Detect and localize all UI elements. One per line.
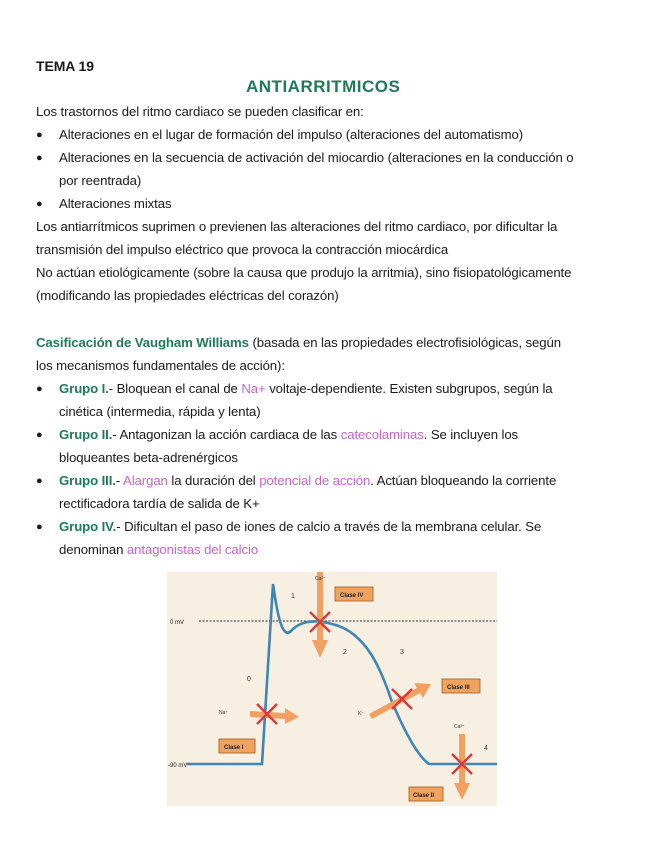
group-name: Grupo IV. [59,519,117,534]
group-text: - Dificultan el paso de iones de calcio a través de la membrana celular. Se [116,519,542,534]
action-potential-figure [167,572,497,806]
bullet-dot: ● [36,475,43,487]
group-text: voltaje-dependiente. Existen subgrupos, según la [265,381,553,396]
group-text: - Antagonizan la acción cardiaca de las [112,427,341,442]
page-title: ANTIARRITMICOS [246,77,401,96]
group-text: . Actúan bloqueando la corriente [370,473,557,488]
intro-bullet: Alteraciones en la secuencia de activación del miocardio (alteraciones en la conducción o [59,150,574,165]
group-highlight: antagonistas del calcio [126,542,259,557]
phase-1-label: 1 [291,593,295,600]
bullet-dot: ● [36,521,43,533]
intro-lead: Los trastornos del ritmo cardiaco se pueden clasificar en: [36,104,364,119]
group-line [59,472,556,490]
minus90-label: -90 mV [168,763,188,769]
action-potential-diagram [167,572,497,806]
phase-0-label: 0 [247,676,251,683]
group-line-cont: cinética (intermedia, rápida y lenta) [59,404,261,419]
phase-2-label: 2 [343,649,347,656]
bullet-dot: ● [36,129,43,141]
action-potential-curve [187,584,497,764]
group-highlight: Alargan [123,473,168,488]
paragraph-line: transmisión del impulso eléctrico que provoca la contracción miocárdica [36,242,449,257]
group-text: denominan [59,542,127,557]
phase-3-label: 3 [400,649,404,656]
group-name: Grupo I. [59,381,109,396]
classification-heading-rest: (basada en las propiedades electrofisiológicas, según [248,335,561,350]
ca-bottom-label: Ca²⁺ [454,724,465,730]
tema-label: TEMA 19 [36,58,94,74]
bullet-dot: ● [36,152,43,164]
group-line [59,380,553,398]
group-name: Grupo III. [59,473,116,488]
group-name: Grupo II. [59,427,113,442]
intro-bullet: Alteraciones en el lugar de formación del impulso (alteraciones del automatismo) [59,127,524,142]
na-label: Na⁺ [219,710,229,716]
paragraph-line: No actúan etiológicamente (sobre la causa que produjo la arritmia), sino fisiopatológicamente [36,265,572,280]
classification-heading-line [36,334,561,352]
group-line [59,518,541,536]
phase-4-label: 4 [484,745,488,752]
k-label: K⁺ [358,711,364,717]
zero-mv-label: 0 mV [170,620,185,626]
group-line-cont: bloqueantes beta-adrenérgicos [59,450,238,465]
classification-heading: Casificación de Vaugham Williams [36,335,249,350]
group-highlight: Na+ [241,381,266,396]
group-text: - [115,473,124,488]
clase-ii-arrow [454,734,470,800]
intro-bullet-cont: por reentrada) [59,173,142,188]
bullet-dot: ● [36,383,43,395]
clase-ii-label: Clase II [413,793,435,799]
ca-top-label: Ca²⁺ [315,576,326,582]
group-highlight: potencial de acción [259,473,371,488]
group-line-cont [59,541,258,559]
clase-iv-label: Clase IV [340,593,364,599]
group-line [59,426,518,444]
paragraph-line: Los antiarrítmicos suprimen o previenen las alteraciones del ritmo cardiaco, por dificultar la [36,219,558,234]
group-highlight: catecolaminas [340,427,424,442]
paragraph-line: (modificando las propiedades eléctricas del corazón) [36,288,339,303]
clase-iii-cross [392,689,412,709]
paragraph-line: los mecanismos fundamentales de acción): [36,358,285,373]
group-line-cont: rectificadora tardía de salida de K+ [59,496,260,511]
group-text: la duración del [167,473,260,488]
group-text: - Bloquean el canal de [108,381,242,396]
intro-bullet: Alteraciones mixtas [59,196,172,211]
bullet-dot: ● [36,198,43,210]
clase-i-label: Clase I [224,745,244,751]
group-text: . Se incluyen los [423,427,519,442]
bullet-dot: ● [36,429,43,441]
clase-iii-label: Clase III [447,685,470,691]
